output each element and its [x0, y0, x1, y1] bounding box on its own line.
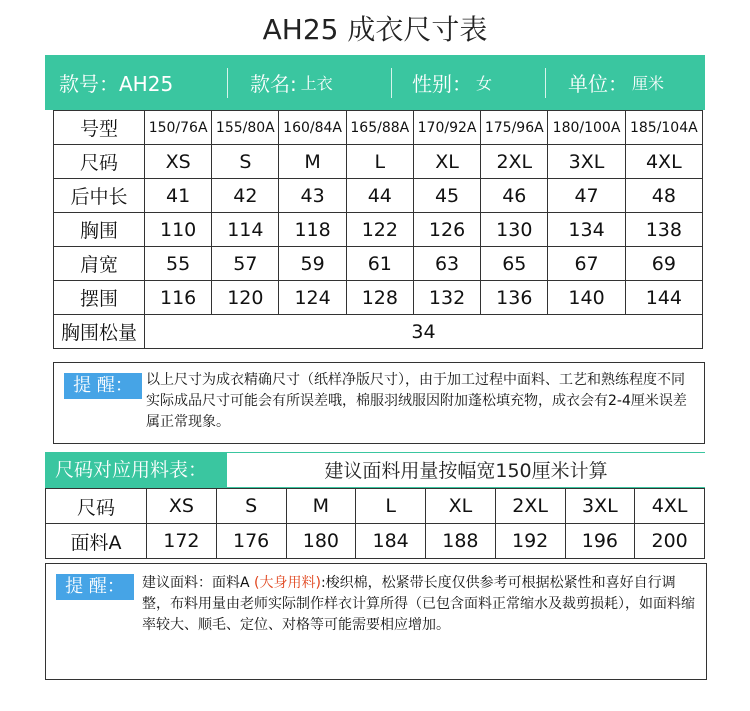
fabric-caption: 建议面料用量按幅宽150厘米计算 — [227, 452, 705, 488]
row-label: 肩宽 — [54, 247, 145, 281]
row-label: 面料A — [46, 524, 147, 559]
table-cell: 200 — [635, 524, 705, 559]
style-number — [45, 55, 227, 110]
ease-value: 34 — [145, 315, 703, 349]
header-divider — [545, 68, 546, 98]
table-row — [46, 524, 705, 559]
gender-value: 女 — [476, 74, 493, 93]
row-label: 胸围 — [54, 213, 145, 247]
row-label: 摆围 — [54, 281, 145, 315]
size-table — [53, 110, 703, 349]
table-cell: 57 — [212, 247, 279, 281]
unit-label: 单位： — [568, 72, 628, 96]
table-cell: 120 — [212, 281, 279, 315]
table-row — [54, 111, 703, 145]
ease-label: 胸围松量 — [54, 315, 145, 349]
table-cell: 42 — [212, 179, 279, 213]
notice-text-2-prefix: 建议面料：面料A — [142, 575, 255, 591]
table-cell: 185/104A — [625, 111, 702, 145]
table-cell: 165/88A — [346, 111, 413, 145]
table-row — [54, 213, 703, 247]
table-cell: 122 — [346, 213, 413, 247]
table-cell: 4XL — [635, 489, 705, 524]
notice-box-1 — [53, 362, 705, 444]
table-cell: 45 — [413, 179, 480, 213]
table-cell: M — [279, 145, 346, 179]
table-cell: 69 — [625, 247, 702, 281]
table-cell: 180/100A — [548, 111, 625, 145]
table-cell: 126 — [413, 213, 480, 247]
table-cell: 110 — [145, 213, 212, 247]
notice-label-2: 提 醒： — [56, 574, 134, 600]
page-title: AH25 成衣尺寸表 — [262, 13, 488, 46]
table-cell: 130 — [481, 213, 548, 247]
style-name — [228, 55, 391, 110]
table-cell: 184 — [356, 524, 426, 559]
table-cell: 192 — [495, 524, 565, 559]
header-divider — [227, 68, 228, 98]
table-cell: S — [216, 489, 286, 524]
table-cell: 41 — [145, 179, 212, 213]
table-cell: XL — [413, 145, 480, 179]
table-cell: 140 — [548, 281, 625, 315]
table-cell: 188 — [426, 524, 496, 559]
table-cell: 2XL — [481, 145, 548, 179]
unit-value: 厘米 — [632, 74, 665, 93]
table-cell: 180 — [286, 524, 356, 559]
style-name-value: 上衣 — [300, 74, 333, 93]
table-cell: 46 — [481, 179, 548, 213]
table-cell: 43 — [279, 179, 346, 213]
table-cell: XS — [147, 489, 217, 524]
table-cell: 196 — [565, 524, 635, 559]
table-cell: 118 — [279, 213, 346, 247]
style-name-label: 款名: — [250, 72, 297, 96]
table-cell: 175/96A — [481, 111, 548, 145]
table-cell: 3XL — [548, 145, 625, 179]
row-label: 尺码 — [54, 145, 145, 179]
table-cell: 150/76A — [145, 111, 212, 145]
table-cell: 2XL — [495, 489, 565, 524]
row-label: 号型 — [54, 111, 145, 145]
unit — [546, 55, 704, 110]
table-cell: S — [212, 145, 279, 179]
table-row — [54, 315, 703, 349]
style-number-label: 款号：AH25 — [59, 72, 174, 96]
table-row — [46, 489, 705, 524]
notice-text-1: 以上尺寸为成衣精确尺寸（纸样净版尺寸），由于加工过程中面料、工艺和熟练程度不同实际成品尺寸可能会有所误差哦，棉服羽绒服因附加蓬松填充物，成衣会有2-4厘米误差属正常现象。 — [146, 372, 687, 430]
table-row — [54, 247, 703, 281]
notice-text-2-suffix: :梭织棉，松紧带长度仅供参考可根据松紧性和喜好自行调整，布料用量由老师实际制作样衣计算所得（已包含面料正常缩水及裁剪损耗），如面料缩率较大、顺毛、定位、对格等可能需要相应增加。 — [142, 575, 695, 633]
table-cell: M — [286, 489, 356, 524]
notice-text-2-highlight: (大身用料) — [254, 575, 321, 591]
header-divider — [391, 68, 392, 98]
row-label: 尺码 — [46, 489, 147, 524]
table-cell: 136 — [481, 281, 548, 315]
gender-label: 性别： — [412, 72, 472, 96]
table-cell: 134 — [548, 213, 625, 247]
table-row — [54, 281, 703, 315]
notice-label-1: 提 醒： — [64, 373, 142, 399]
table-cell: XS — [145, 145, 212, 179]
row-label: 后中长 — [54, 179, 145, 213]
fabric-header-bar — [45, 452, 705, 488]
table-cell: 65 — [481, 247, 548, 281]
table-cell: 47 — [548, 179, 625, 213]
table-cell: 170/92A — [413, 111, 480, 145]
table-cell: 61 — [346, 247, 413, 281]
table-cell: L — [356, 489, 426, 524]
notice-box-2 — [45, 563, 707, 680]
table-cell: 48 — [625, 179, 702, 213]
table-cell: L — [346, 145, 413, 179]
fabric-table — [45, 488, 705, 559]
fabric-table-label: 尺码对应用料表： — [45, 452, 227, 488]
gender — [392, 55, 545, 110]
table-cell: XL — [426, 489, 496, 524]
notice-text-2 — [142, 573, 696, 636]
table-cell: 132 — [413, 281, 480, 315]
table-cell: 67 — [548, 247, 625, 281]
table-row — [54, 145, 703, 179]
table-cell: 59 — [279, 247, 346, 281]
table-cell: 3XL — [565, 489, 635, 524]
table-row — [54, 179, 703, 213]
info-header-bar — [45, 55, 705, 110]
table-cell: 128 — [346, 281, 413, 315]
table-cell: 4XL — [625, 145, 702, 179]
table-cell: 55 — [145, 247, 212, 281]
table-cell: 44 — [346, 179, 413, 213]
table-cell: 138 — [625, 213, 702, 247]
table-cell: 63 — [413, 247, 480, 281]
table-cell: 155/80A — [212, 111, 279, 145]
table-cell: 160/84A — [279, 111, 346, 145]
table-cell: 116 — [145, 281, 212, 315]
table-cell: 144 — [625, 281, 702, 315]
table-cell: 172 — [147, 524, 217, 559]
table-cell: 114 — [212, 213, 279, 247]
table-cell: 176 — [216, 524, 286, 559]
table-cell: 124 — [279, 281, 346, 315]
